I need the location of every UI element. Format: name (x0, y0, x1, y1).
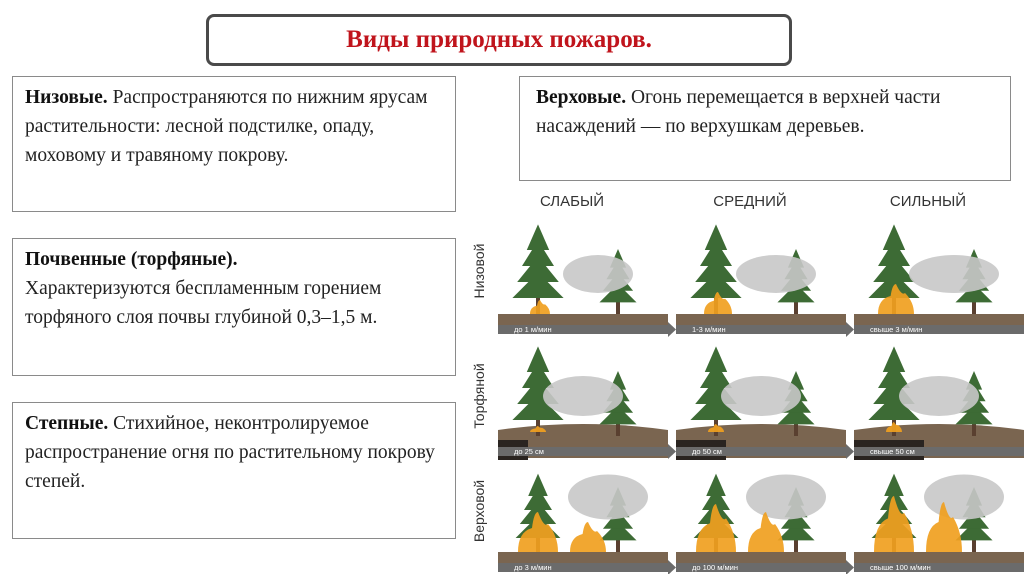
speed-label: свыше 100 м/мин (870, 563, 931, 572)
card-steppe-term: Степные. (25, 413, 109, 434)
panel-r2-c2 (854, 474, 1024, 574)
speed-arrowhead (668, 322, 676, 337)
card-low-text: Распространяются по нижним ярусам растительности: лесной подстилке, опаду, моховому и травяному покрову. (25, 87, 428, 166)
panel-r0-c2 (854, 224, 1024, 337)
smoke-cloud (899, 376, 979, 416)
card-soil-term: Почвенные (торфяные). (25, 249, 238, 270)
smoke-cloud (746, 475, 826, 520)
smoke-cloud (736, 255, 816, 293)
flame (530, 300, 550, 314)
speed-label: свыше 3 м/мин (870, 325, 923, 334)
panel-r1-c0 (498, 346, 676, 460)
row-label-crown: Верховой (471, 479, 487, 543)
speed-arrowhead (846, 322, 854, 337)
card-crown-term: Верховые. (536, 87, 627, 108)
speed-label: до 3 м/мин (514, 563, 552, 572)
card-soil-fire (12, 238, 456, 376)
speed-label: до 1 м/мин (514, 325, 552, 334)
speed-arrowhead (846, 560, 854, 574)
card-crown-text: Огонь перемещается в верхней части насаждений — по верхушкам деревьев. (536, 87, 941, 137)
tree-layer (528, 474, 548, 496)
title-box (206, 14, 792, 66)
speed-arrowhead (668, 560, 676, 574)
panel-r2-c0 (498, 474, 676, 574)
tree-layer (527, 346, 549, 372)
smoke-cloud (909, 255, 999, 293)
tree-layer (527, 224, 549, 250)
panel-r0-c0 (498, 224, 676, 337)
card-steppe-text: Стихийное, неконтролируемое распространение огня по растительному покрову степей. (25, 413, 435, 492)
smoke-cloud (568, 475, 648, 520)
tree-layer (883, 224, 905, 250)
speed-label: 1-3 м/мин (692, 325, 726, 334)
tree-layer (705, 346, 727, 372)
smoke-cloud (721, 376, 801, 416)
smoke-cloud (924, 475, 1004, 520)
speed-label: до 50 см (692, 447, 722, 456)
card-low-fire (12, 76, 456, 212)
panel-r1-c1 (676, 346, 854, 460)
row-label-peat: Торфяной (471, 363, 487, 429)
column-label-strong: СИЛЬНЫЙ (889, 193, 967, 210)
panel-r2-c1 (676, 474, 854, 574)
card-crown-fire (519, 76, 1011, 181)
flame (696, 504, 736, 552)
tree-layer (706, 474, 726, 496)
panel-r0-c1 (676, 224, 854, 337)
speed-arrowhead (846, 444, 854, 459)
tree-layer (883, 346, 905, 372)
tree-layer (884, 474, 904, 496)
card-low-term: Низовые. (25, 87, 108, 108)
smoke-cloud (563, 255, 633, 293)
speed-label: до 100 м/мин (692, 563, 738, 572)
column-label-medium: СРЕДНИЙ (713, 193, 787, 210)
speed-label: до 25 см (514, 447, 544, 456)
column-label-weak: СЛАБЫЙ (539, 193, 605, 210)
smoke-cloud (543, 376, 623, 416)
page-title: Виды природных пожаров. (346, 26, 652, 53)
row-label-surface: Низовой (471, 243, 487, 299)
flame (570, 522, 606, 552)
tree-layer (705, 224, 727, 250)
speed-arrowhead (668, 444, 676, 459)
card-steppe-fire (12, 402, 456, 539)
fire-types-svg (458, 176, 1024, 574)
card-soil-text: Характеризуются беспламенным горением торфяного слоя почвы глубиной 0,3–1,5 м. (25, 278, 382, 328)
fire-types-illustration (458, 176, 1024, 574)
panel-r1-c2 (854, 346, 1024, 460)
tree (512, 224, 563, 314)
speed-label: свыше 50 см (870, 447, 915, 456)
